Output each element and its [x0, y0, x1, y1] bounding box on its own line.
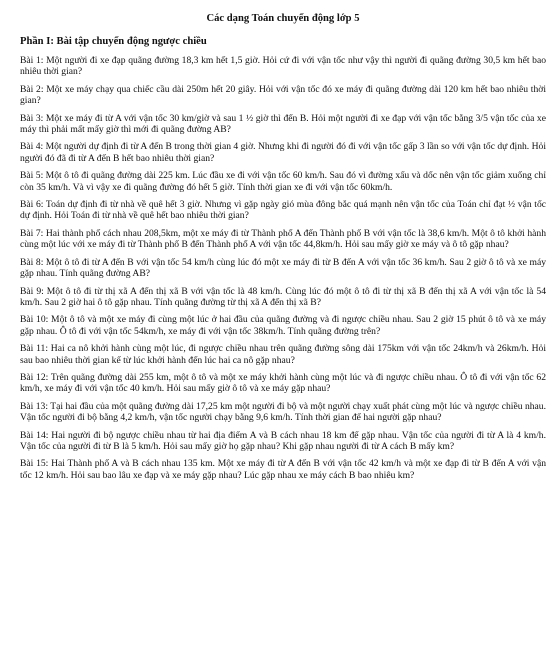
problem-5: Bài 5: Một ô tô đi quãng đường dài 225 km. Lúc đầu xe đi với vận tốc 60 km/h. Sau đó vì đường xấu và dốc nên vận tốc giảm xuống chỉ còn 35 km/h. Và vì vậy xe đi quãng đường đó hết 5 giờ. Tính thời gian xe đi với vận tốc 60km/h.	[20, 170, 546, 193]
problem-15: Bài 15: Hai Thành phố A và B cách nhau 135 km. Một xe máy đi từ A đến B với vận tốc 42 km/h và một xe đạp đi từ B đến A với vận tốc 12 km/h. Hỏi sau bao lâu xe đạp và xe máy gặp nhau? Lúc gặp nhau xe máy cách B bao nhiêu km?	[20, 458, 546, 481]
problem-7: Bài 7: Hai thành phố cách nhau 208,5km, một xe máy đi từ Thành phố A đến Thành phố B với vận tốc là 38,6 km/h. Một ô tô khởi hành cùng một lúc với xe máy đi từ Thành phố B đến Thành phố A với vận tốc 44,8km/h. Hỏi sau mấy giờ xe máy và ô tô gặp nhau?	[20, 227, 546, 251]
problem-4: Bài 4: Một người dự định đi từ A đến B trong thời gian 4 giờ. Nhưng khi đi người đó đi với vận tốc gấp 3 lần so với vận tốc dự định. Hỏi người đó đã đi từ A đến B hết bao nhiêu thời gian?	[20, 141, 546, 164]
problem-1: Bài 1: Một người đi xe đạp quãng đường 18,3 km hết 1,5 giờ. Hỏi cứ đi với vận tốc như vậy thì người đi quãng đường 30,5 km hết bao nhiêu thời gian?	[20, 55, 546, 78]
problem-12: Bài 12: Trên quãng đường dài 255 km, một ô tô và một xe máy khởi hành cùng một lúc và đi ngược chiều nhau. Ô tô đi với vận tốc 62 km/h, xe máy đi với vận tốc 40 km/h. Hỏi sau mấy giờ ô tô và xe máy gặp nhau?	[20, 371, 546, 395]
problem-13: Bài 13: Tại hai đầu của một quãng đường dài 17,25 km một người đi bộ và một người chạy xuất phát cùng một lúc và ngược chiều nhau. Vận tốc người đi bộ bằng 4,2 km/h, vận tốc người chạy bằng 9,6 km/h. Tính thời gian để hai người gặp nhau?	[20, 400, 546, 424]
problem-14: Bài 14: Hai người đi bộ ngược chiều nhau từ hai địa điểm A và B cách nhau 18 km để gặp nhau. Vận tốc của người đi từ A là 4 km/h. Vận tốc của người đi từ B là 5 km/h. Hỏi sau mấy giờ họ gặp nhau? Khi gặp nhau người đi từ A cách B mấy km?	[20, 429, 546, 452]
problem-2: Bài 2: Một xe máy chạy qua chiếc cầu dài 250m hết 20 giây. Hỏi với vận tốc đó xe máy đi quãng đường dài 120 km hết bao nhiêu thời gian?	[20, 83, 546, 107]
section-title: Phần I: Bài tập chuyển động ngược chiều	[20, 36, 207, 47]
problem-8: Bài 8: Một ô tô đi từ A đến B với vận tốc 54 km/h cùng lúc đó một xe máy đi từ B đến A với vận tốc 36 km/h. Sau 2 giờ ô tô và xe máy gặp nhau. Tính quãng đường AB?	[20, 256, 546, 280]
document-title: Các dạng Toán chuyển động lớp 5	[206, 13, 360, 24]
problem-list	[20, 55, 546, 481]
problem-9: Bài 9: Một ô tô đi từ thị xã A đến thị xã B với vận tốc là 48 km/h. Cùng lúc đó một ô tô đi từ thị xã B đến thị xã A với vận tốc là 54 km/h. Sau 2 giờ hai ô tô gặp nhau. Tính quãng đường từ thị xã A đến thị xã B?	[20, 285, 546, 308]
problem-3: Bài 3: Một xe máy đi từ A với vận tốc 30 km/giờ và sau 1 ½ giờ thì đến B. Hỏi một người đi xe đạp với vận tốc bằng 3/5 vận tốc của xe máy thì phải mất mấy giờ thì mới đi quãng đường AB?	[20, 112, 546, 136]
problem-11: Bài 11: Hai ca nô khởi hành cùng một lúc, đi ngược chiều nhau trên quãng đường sông dài 175km với vận tốc 24km/h và 26km/h. Hỏi sau bao nhiêu thời gian kể từ lúc khởi hành đến lúc hai ca nô gặp nhau?	[20, 343, 546, 366]
problem-10: Bài 10: Một ô tô và một xe máy đi cùng một lúc ở hai đầu của quãng đường và đi ngược chiều nhau. Sau 2 giờ 15 phút ô tô và xe máy gặp nhau. Ô tô đi với vận tốc 54km/h, xe máy đi với vận tốc 38km/h. Tính quãng đường trên?	[20, 314, 546, 337]
problem-6: Bài 6: Toán dự định đi từ nhà về quê hết 3 giờ. Nhưng vì gặp ngày gió mùa đông bắc quá mạnh nên vận tốc của Toán chỉ đạt ½ vận tốc dự định. Hỏi Toán đi từ nhà về quê hết bao nhiêu thời gian?	[20, 199, 546, 222]
